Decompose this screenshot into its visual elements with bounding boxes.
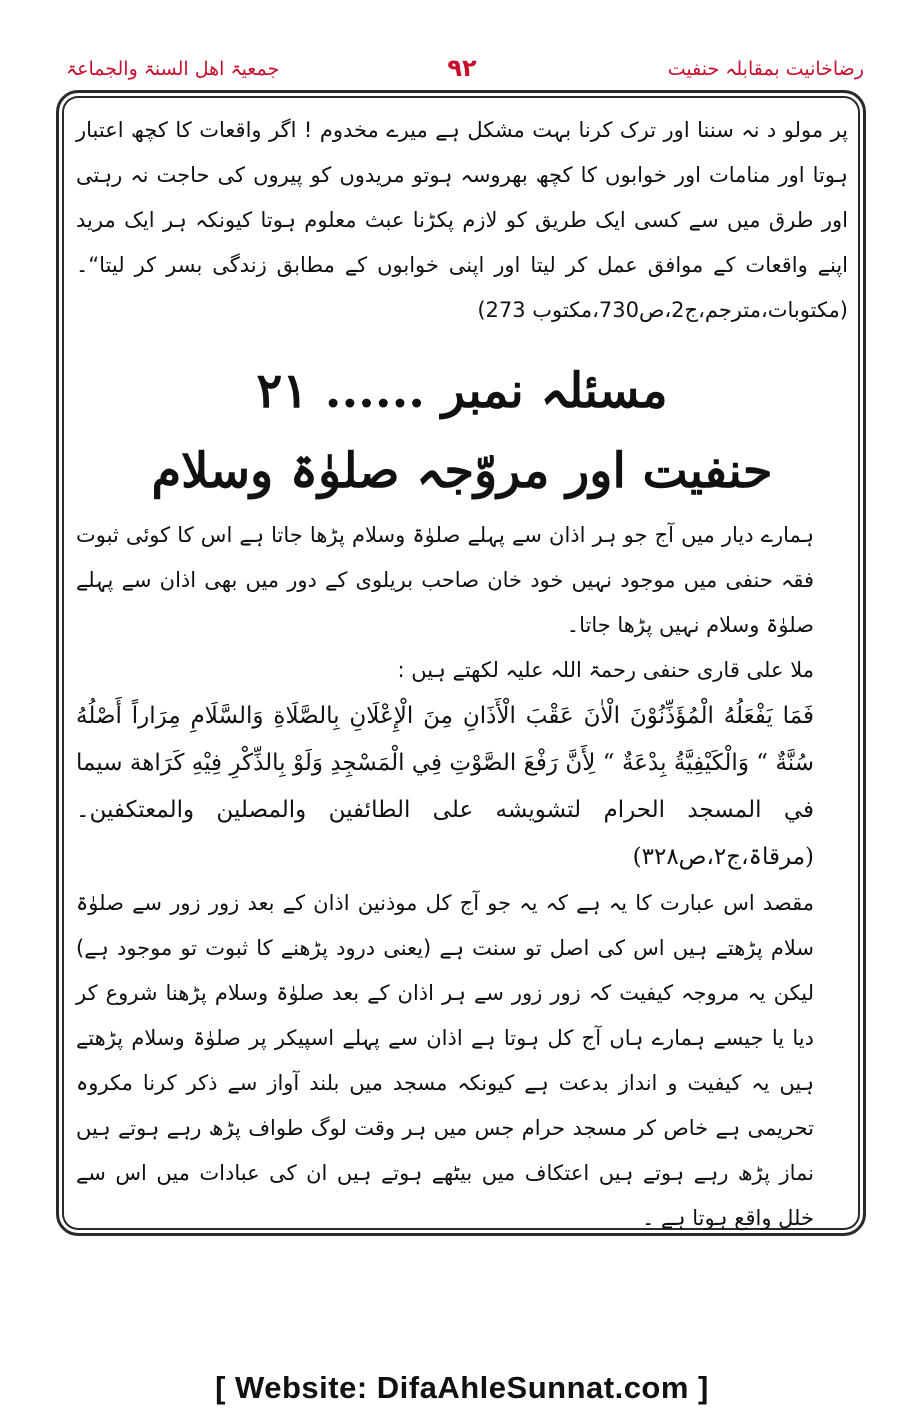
paragraph-intro: ہمارے دیار میں آج جو ہر اذان سے پہلے صلوٰۃ وسلام پڑھا جاتا ہے اس کا کوئی ثبوت فقہ حنفی میں موجود نہیں خود خان صاحب بریلوی کے دور میں بھی اذان سے پہلے صلوٰۃ وسلام نہیں پڑھا جاتا۔ xyxy=(76,523,814,637)
paragraph-mulla-ali-qari: ملا علی قاری حنفی رحمۃ اللہ علیہ لکھتے ہیں : xyxy=(397,658,814,682)
masala-number-heading: مسئلہ نمبر ...... ۲۱ xyxy=(256,363,668,419)
header-book-title: رضاخانیت بمقابلہ حنفیت xyxy=(667,58,864,80)
paragraph-text: پر مولو د نہ سننا اور ترک کرنا بہت مشکل ہے میرے مخدوم ! اگر واقعات کا کچھ اعتبار ہوتا اور منامات اور خوابوں کا کچھ بھروسہ ہوتو مریدوں کو پیروں کی حاجت نہ رہتی اور طرق میں سے کسی ایک طریق کو لازم پکڑنا عبث معلوم ہوتا کیونکہ ہر ایک مرید اپنے واقعات کے موافق عمل کر لیتا اور اپنی خوابوں کے مطابق زندگی بسر کر لیتا“۔ xyxy=(76,118,848,277)
section-title: حنفیت اور مروّجہ صلوٰۃ وسلام xyxy=(151,443,773,499)
footer-website: [ Website: DifaAhleSunnat.com ] xyxy=(215,1370,709,1405)
paragraph-maktubat-quote xyxy=(76,108,848,333)
arabic-citation: (مرقاۃ،ج۲،ص۳۲۸) xyxy=(632,844,814,870)
paragraph-explanation: مقصد اس عبارت کا یہ ہے کہ یہ جو آج کل موذنین اذان کے بعد زور زور سے صلوٰۃ سلام پڑھتے ہیں اس کی اصل تو سنت ہے (یعنی درود پڑھنے کا ثبوت تو موجود ہے) لیکن یہ مروجہ کیفیت کہ زور زور سے ہر اذان کے بعد صلوٰۃ وسلام پڑھنا شروع کر دیا یا جیسے ہمارے ہاں آج کل ہوتا ہے اذان سے پہلے اسپیکر پر صلوٰۃ وسلام پڑھتے ہیں یہ کیفیت و انداز بدعت ہے کیونکہ مسجد میں بلند آواز سے ذکر کرنا مکروہ تحریمی ہے خاص کر مسجد حرام جس میں ہر وقت لوگ طواف پڑھ رہے ہوتے ہیں نماز پڑھ رہے ہوتے ہیں اعتکاف میں بیٹھے ہوتے ہیں ان کی عبادات میں اس سے خلل واقع ہوتا ہے ۔ xyxy=(76,891,814,1230)
page-number: ۹۲ xyxy=(447,54,477,82)
arabic-quote xyxy=(76,693,848,881)
header-organization: جمعیۃ اھل السنۃ والجماعۃ xyxy=(66,58,280,80)
citation: (مکتوبات،مترجم،ج2،ص730،مکتوب 273) xyxy=(477,298,848,322)
page-content xyxy=(76,108,848,1241)
arabic-text: فَمَا یَفْعَلُهُ الْمُؤَذِّنُوْنَ الْاٰنَ عَقْبَ الْأَذَانِ مِنَ الْإِعْلَانِ بِالصَّلَاةِ وَالسَّلَامِ مِرَاراً أَصْلُهُ سُنَّةٌ “ وَالْکَیْفِیَّةُ بِدْعَةٌ “ لِأَنَّ رَفْعَ الصَّوْتِ فِي الْمَسْجِدِ وَلَوْ بِالذِّکْرِ فِیْهِ کَرَاهة سيما في المسجد الحرام لتشويشه على الطائفين والمصلين والمعتكفين۔ xyxy=(76,703,814,823)
